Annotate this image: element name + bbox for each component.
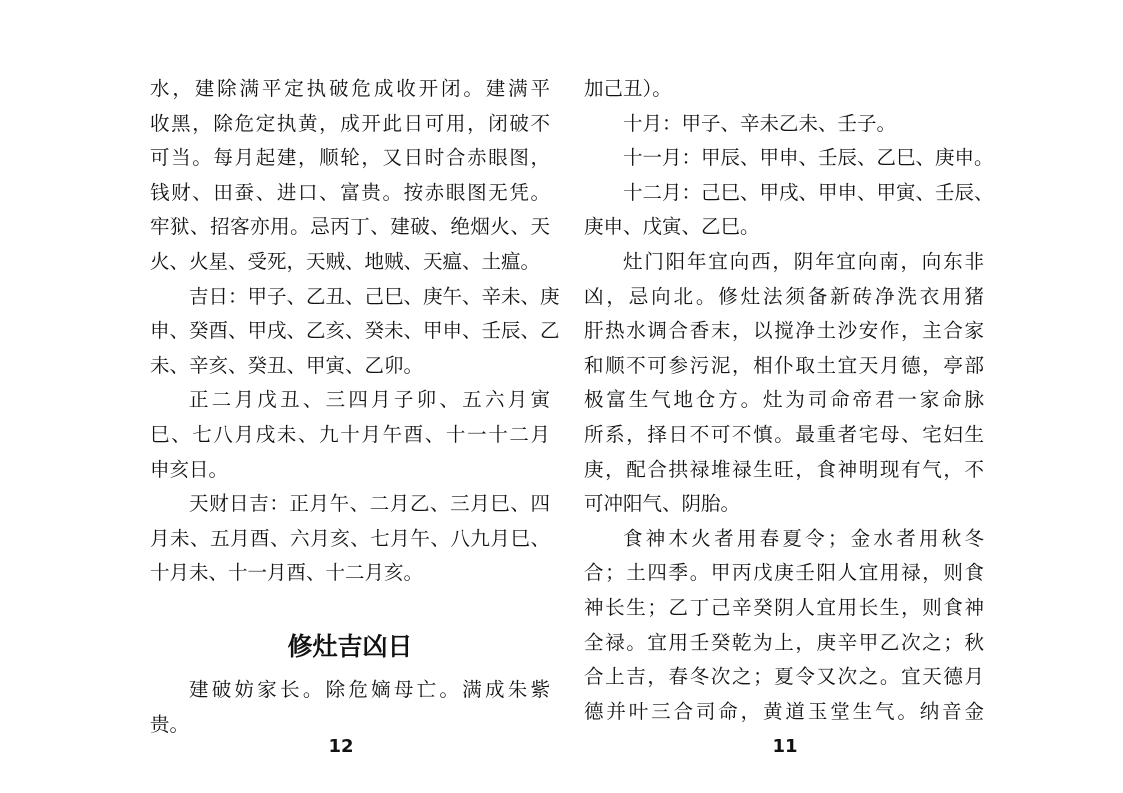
text-line: 水，建除满平定执破危成收开闭。建满平 bbox=[150, 77, 550, 100]
text-line: 庚，配合拱禄堆禄生旺，食神明现有气，不 bbox=[584, 457, 984, 481]
text-line: 合；土四季。甲丙戊庚壬阳人宜用禄，则食 bbox=[584, 561, 984, 585]
text-line: 和顺不可参污泥，相仆取土宜天月德，亭部 bbox=[584, 353, 984, 377]
right-page bbox=[584, 72, 994, 729]
text-line: 可冲阳气、阴胎。 bbox=[584, 492, 741, 516]
text-line: 凶，忌向北。修灶法须备新砖净洗衣用猪 bbox=[584, 284, 984, 308]
left-page bbox=[150, 72, 560, 742]
text-line: 可当。每月起建，顺轮，又日时合赤眼图， bbox=[150, 146, 550, 170]
text-line: 十月未、十一月酉、十二月亥。 bbox=[150, 561, 424, 585]
text-line: 十月：甲子、辛未乙未、壬子。 bbox=[623, 111, 897, 135]
text-line: 吉日：甲子、乙丑、己巳、庚午、辛未、庚 bbox=[189, 284, 560, 308]
section-heading: 修灶吉凶日 bbox=[287, 631, 413, 661]
text-line: 所系，择日不可不慎。最重者宅母、宅妇生 bbox=[584, 422, 984, 446]
text-line: 食神木火者用春夏令；金水者用秋冬 bbox=[623, 526, 984, 550]
text-line: 天财日吉：正月午、二月乙、三月巳、四 bbox=[189, 492, 550, 516]
text-line: 十一月：甲辰、甲申、壬辰、乙巳、庚申。 bbox=[623, 146, 994, 170]
text-line: 牢狱、招客亦用。忌丙丁、建破、绝烟火、天 bbox=[150, 215, 550, 239]
text-line: 建破妨家长。除危嫡母亡。满成朱紫 bbox=[189, 677, 550, 701]
text-line: 申亥日。 bbox=[150, 457, 229, 481]
text-line: 正二月戊丑、三四月子卯、五六月寅 bbox=[189, 388, 550, 412]
text-line: 火、火星、受死，天贼、地贼、天瘟、土瘟。 bbox=[150, 249, 541, 273]
text-line: 合上吉，春冬次之；夏令又次之。宜天德月 bbox=[584, 665, 984, 689]
text-line: 德并叶三合司命，黄道玉堂生气。纳音金 bbox=[584, 699, 984, 723]
text-line: 申、癸酉、甲戌、乙亥、癸未、甲申、壬辰、乙 bbox=[150, 319, 560, 343]
text-line: 庚申、戊寅、乙巳。 bbox=[584, 215, 760, 239]
text-line: 贵。 bbox=[150, 712, 190, 736]
text-line: 月未、五月酉、六月亥、七月午、八九月巳、 bbox=[150, 526, 550, 550]
page-number-right: 11 bbox=[772, 736, 798, 757]
text-line: 钱财、田蚕、进口、富贵。按赤眼图无凭。 bbox=[150, 180, 550, 204]
text-line: 灶门阳年宜向西，阴年宜向南，向东非 bbox=[623, 249, 984, 273]
text-line: 十二月：己巳、甲戌、甲申、甲寅、壬辰、 bbox=[623, 180, 994, 204]
text-line: 神长生；乙丁己辛癸阴人宜用长生，则食神 bbox=[584, 595, 984, 619]
text-line: 巳、七八月戌未、九十月午酉、十一十二月 bbox=[150, 422, 550, 446]
text-line: 极富生气地仓方。灶为司命帝君一家命脉 bbox=[584, 388, 984, 412]
text-line: 未、辛亥、癸丑、甲寅、乙卯。 bbox=[150, 353, 424, 377]
text-line: 加己丑）。 bbox=[584, 77, 672, 100]
text-line: 肝热水调合香末，以搅净土沙安作，主合家 bbox=[584, 319, 984, 343]
text-line: 收黑，除危定执黄，成开此日可用，闭破不 bbox=[150, 111, 550, 135]
page-number-left: 12 bbox=[328, 736, 354, 757]
text-line: 全禄。宜用壬癸乾为上，庚辛甲乙次之；秋 bbox=[584, 630, 984, 654]
